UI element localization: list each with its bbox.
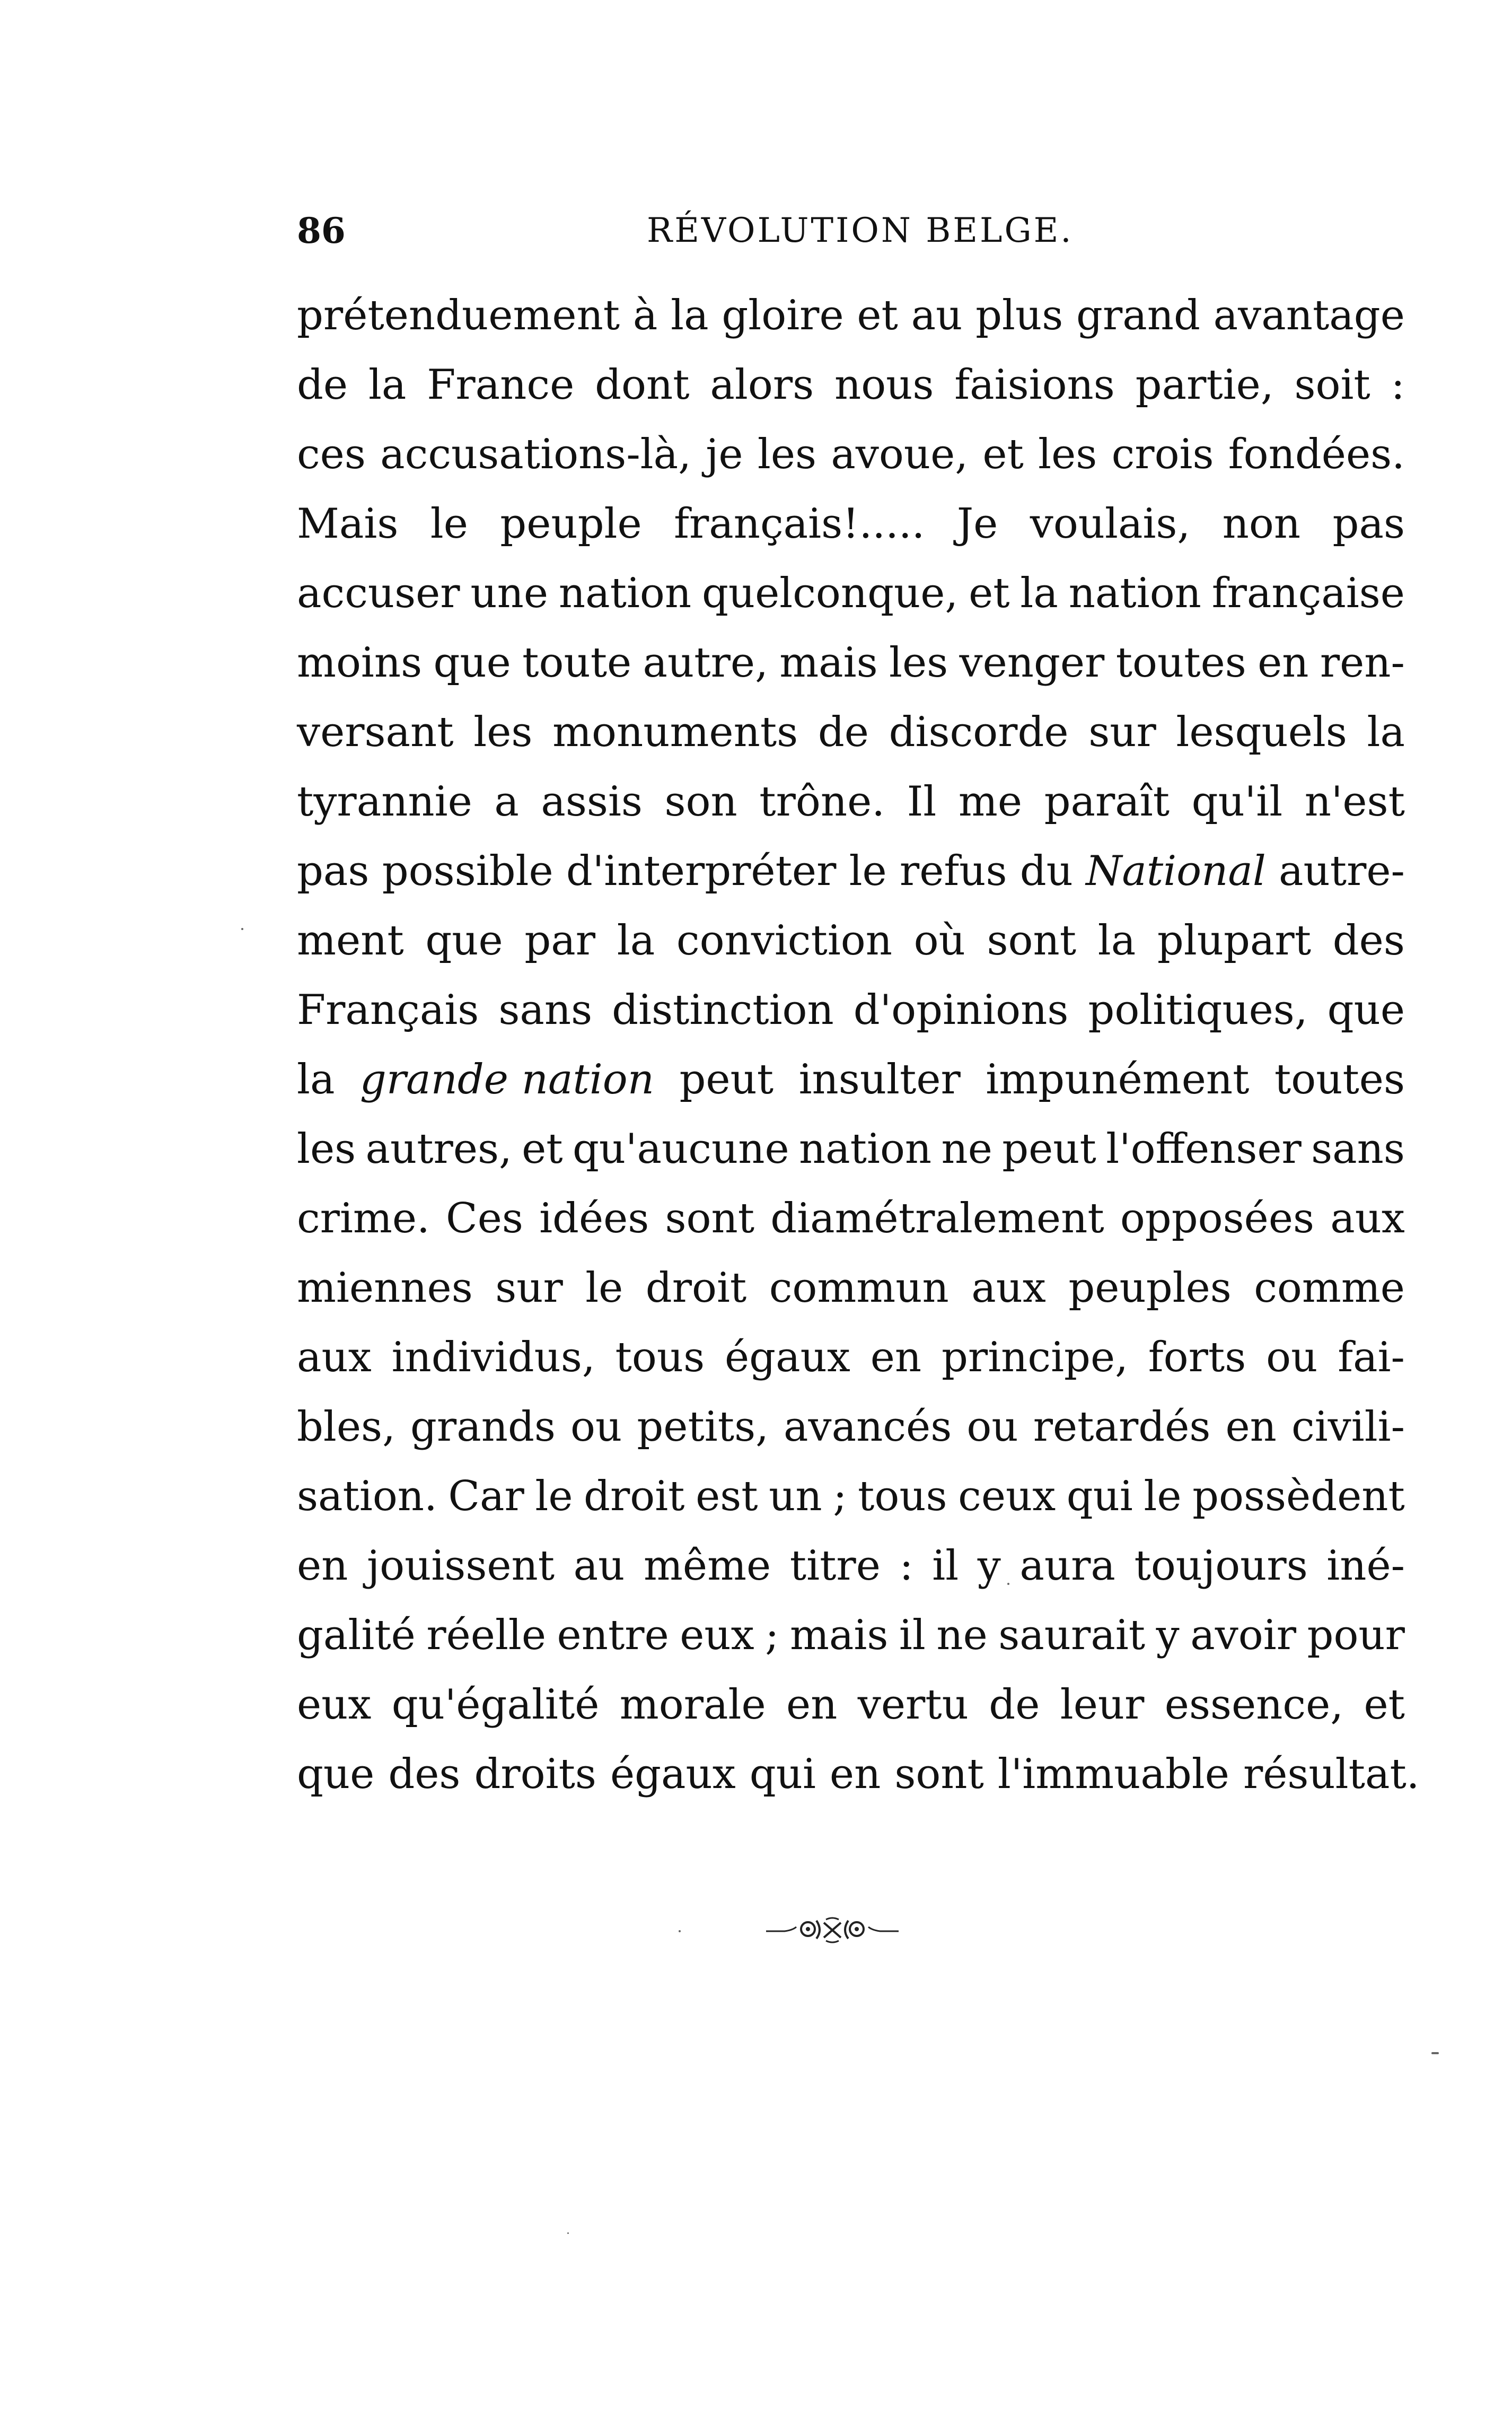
word: Français (297, 986, 479, 1034)
word: toujours (1134, 1542, 1308, 1590)
word: avantage (1213, 292, 1405, 339)
word: voulais, (1030, 500, 1191, 548)
word: je (706, 431, 743, 478)
word: conviction (676, 917, 892, 965)
word: une (470, 569, 549, 617)
text-line (297, 1462, 1405, 1531)
word: la (617, 917, 655, 965)
word: opposées (1120, 1195, 1315, 1242)
word: plus (975, 292, 1063, 339)
word: de (989, 1681, 1040, 1729)
word: monuments (552, 708, 798, 756)
word: qui (749, 1750, 816, 1798)
word: la (671, 292, 709, 339)
word: est (696, 1473, 758, 1520)
word: autres, (365, 1125, 512, 1173)
word: gloire (722, 292, 844, 339)
word: fondées. (1228, 431, 1405, 478)
word: le (1144, 1473, 1182, 1520)
text-line (297, 1601, 1405, 1670)
word: alors (710, 361, 814, 409)
word: d'interpréter (566, 847, 837, 895)
word: à (632, 292, 658, 339)
word: pas (297, 847, 370, 895)
page-number: 86 (297, 210, 346, 251)
word: qu'égalité (391, 1681, 600, 1729)
word: pas (1332, 500, 1405, 548)
word: les (1038, 431, 1097, 478)
word: tous (615, 1334, 705, 1381)
word: fai- (1338, 1334, 1405, 1381)
word: accuser (297, 569, 460, 617)
body-text (297, 281, 1420, 1809)
word: non (1222, 500, 1301, 548)
word: ou (1266, 1334, 1318, 1381)
word: pour (1307, 1611, 1405, 1659)
word: sont (665, 1195, 755, 1242)
word: quelconque, (701, 569, 959, 617)
word: saurait (998, 1611, 1146, 1659)
text-line (297, 976, 1405, 1045)
word: égaux (610, 1750, 736, 1798)
word: droit (645, 1264, 747, 1312)
word: avoir (1190, 1611, 1296, 1659)
text-line (297, 559, 1405, 628)
word: les (473, 708, 533, 756)
text-line (297, 1670, 1405, 1740)
word: forts (1148, 1334, 1246, 1381)
word: ren- (1320, 639, 1405, 687)
word: assis (541, 778, 643, 826)
word: jouissent (366, 1542, 555, 1590)
word: eux (297, 1681, 372, 1729)
word: crois (1111, 431, 1214, 478)
word: Il (907, 778, 937, 826)
paper-speck (679, 1930, 681, 1932)
word: ; (833, 1473, 847, 1520)
word: sont (894, 1750, 984, 1798)
fleuron-ornament-icon (763, 1914, 901, 1946)
word: la (1020, 569, 1058, 617)
word: ou (966, 1403, 1018, 1451)
word: en (829, 1750, 881, 1798)
word: un (769, 1473, 822, 1520)
paper-speck (241, 928, 243, 930)
text-line (297, 1323, 1405, 1392)
word: aux (297, 1334, 372, 1381)
word: le (585, 1264, 623, 1312)
running-title: RÉVOLUTION BELGE. (647, 211, 1074, 250)
word: du (1019, 847, 1073, 895)
word: et (857, 292, 898, 339)
word: partie, (1135, 361, 1274, 409)
word: droit (584, 1473, 685, 1520)
word: discorde (889, 708, 1069, 756)
word: soit (1294, 361, 1370, 409)
text-line (297, 906, 1405, 976)
word: mais (789, 1611, 889, 1659)
word: français!..... (674, 500, 925, 548)
word: grand (1076, 292, 1200, 339)
text-line (297, 1184, 1405, 1254)
word: versant (297, 708, 454, 756)
word: en (1225, 1403, 1277, 1451)
word: égaux (725, 1334, 850, 1381)
word: nous (834, 361, 934, 409)
word: nation (1068, 569, 1201, 617)
text-line (297, 1045, 1405, 1115)
word: ou (570, 1403, 622, 1451)
word: et (982, 431, 1024, 478)
word: individus, (391, 1334, 595, 1381)
word: en (1258, 639, 1309, 687)
word: distinction (612, 986, 834, 1034)
word: en (297, 1542, 348, 1590)
word: titre (789, 1542, 881, 1590)
word: toutes (1115, 639, 1246, 687)
word: comme (1254, 1264, 1405, 1312)
word: avancés (784, 1403, 952, 1451)
word: que (1327, 986, 1405, 1034)
word: ne (936, 1611, 988, 1659)
word: de (297, 361, 348, 409)
word: vertu (857, 1681, 969, 1729)
word: commun (769, 1264, 949, 1312)
word: sans (498, 986, 593, 1034)
word: lesquels (1176, 708, 1347, 756)
word: toute (522, 639, 632, 687)
word: au (911, 292, 963, 339)
word: petits, (637, 1403, 769, 1451)
word: en (786, 1681, 838, 1729)
paper-speck (1007, 1583, 1009, 1585)
word: Je (956, 500, 998, 548)
word: grands (410, 1403, 556, 1451)
text-line (297, 420, 1405, 489)
word: que (297, 1750, 375, 1798)
word: accusations-là, (380, 431, 691, 478)
word: impunément (986, 1056, 1250, 1103)
word: ceux (958, 1473, 1056, 1520)
word: crime. (297, 1195, 430, 1242)
word: : (899, 1542, 913, 1590)
word: dont (595, 361, 690, 409)
word: miennes (297, 1264, 473, 1312)
text-line (297, 837, 1405, 906)
word: et (522, 1125, 563, 1173)
word: par (524, 917, 596, 965)
word: des (388, 1750, 461, 1798)
text-line (297, 767, 1405, 837)
word: réelle (426, 1611, 547, 1659)
word: il (932, 1542, 959, 1590)
word: civili- (1291, 1403, 1405, 1451)
text-line (297, 489, 1405, 559)
word: venger (959, 639, 1105, 687)
word: retardés (1033, 1403, 1211, 1451)
word: insulter (798, 1056, 961, 1103)
word: idées (539, 1195, 649, 1242)
italic-word: National (1086, 847, 1266, 895)
text-line (297, 1392, 1405, 1462)
paper-speck (1431, 2052, 1439, 2054)
word: peut (1002, 1125, 1096, 1173)
word: entre (557, 1611, 669, 1659)
word: eux (680, 1611, 754, 1659)
word: morale (619, 1681, 766, 1729)
italic-word: grande nation (359, 1056, 654, 1103)
word: tyrannie (297, 778, 472, 826)
word: l'offenser (1106, 1125, 1302, 1173)
word: même (643, 1542, 771, 1590)
word: française (1211, 569, 1405, 617)
word: les (889, 639, 948, 687)
paper-speck (567, 2232, 569, 2234)
word: et (969, 569, 1010, 617)
word: faisions (954, 361, 1115, 409)
text-line (297, 1740, 1420, 1809)
word: peuples (1068, 1264, 1232, 1312)
word: France (427, 361, 575, 409)
word: y (1156, 1611, 1180, 1659)
word: paraît (1044, 778, 1170, 826)
word: où (913, 917, 965, 965)
word: résultat. (1243, 1750, 1420, 1798)
text-line (297, 281, 1405, 350)
word: : (1391, 361, 1405, 409)
word: de (817, 708, 869, 756)
text-line (297, 1531, 1405, 1601)
word: il (899, 1611, 926, 1659)
word: possible (382, 847, 553, 895)
word: sur (1088, 708, 1156, 756)
word: prétenduement (297, 292, 620, 339)
word: que (425, 917, 503, 965)
word: moins (297, 639, 423, 687)
word: sont (987, 917, 1077, 965)
word: et (1364, 1681, 1405, 1729)
word: principe, (941, 1334, 1128, 1381)
word: aura (1019, 1542, 1115, 1590)
word: sans (1311, 1125, 1405, 1173)
word: toutes (1274, 1056, 1405, 1103)
text-line (297, 628, 1405, 698)
word: peuple (500, 500, 642, 548)
word: leur (1060, 1681, 1145, 1729)
word: Car (448, 1473, 524, 1520)
word: le (430, 500, 468, 548)
word: en (870, 1334, 922, 1381)
word: la (1097, 917, 1136, 965)
word: ces (297, 431, 366, 478)
word: aux (971, 1264, 1046, 1312)
word: sur (495, 1264, 563, 1312)
word: n'est (1304, 778, 1405, 826)
word: d'opinions (853, 986, 1069, 1034)
word: Ces (446, 1195, 523, 1242)
word: aux (1330, 1195, 1405, 1242)
word: possèdent (1192, 1473, 1405, 1520)
word: ; (765, 1611, 779, 1659)
word: droits (474, 1750, 596, 1798)
page-header (297, 204, 1074, 257)
word: la (368, 361, 407, 409)
word: qui (1066, 1473, 1133, 1520)
word: y (977, 1542, 1001, 1590)
word: la (1367, 708, 1405, 756)
word: a (494, 778, 519, 826)
word: ment (297, 917, 404, 965)
word: l'immuable (997, 1750, 1229, 1798)
word: ne (941, 1125, 992, 1173)
word: les (297, 1125, 356, 1173)
text-line (297, 698, 1405, 767)
word: au (573, 1542, 625, 1590)
word: autre- (1279, 847, 1405, 895)
text-line (297, 1254, 1405, 1323)
word: le (535, 1473, 573, 1520)
word: tous (858, 1473, 947, 1520)
word: peut (679, 1056, 774, 1103)
text-line (297, 350, 1405, 420)
word: sation. (297, 1473, 437, 1520)
word: des (1332, 917, 1405, 965)
word: diamétralement (770, 1195, 1104, 1242)
word: bles, (297, 1403, 395, 1451)
word: la (297, 1056, 335, 1103)
word: nation (558, 569, 692, 617)
word: trône. (759, 778, 885, 826)
word: essence, (1164, 1681, 1344, 1729)
word: mais (779, 639, 878, 687)
word: galité (297, 1611, 416, 1659)
word: plupart (1157, 917, 1312, 965)
word: qu'aucune (572, 1125, 789, 1173)
word: Mais (297, 500, 399, 548)
text-line (297, 1115, 1405, 1184)
word: avoue, (831, 431, 969, 478)
word: nation (798, 1125, 932, 1173)
word: le (849, 847, 887, 895)
word: les (757, 431, 817, 478)
word: qu'il (1191, 778, 1283, 826)
word: refus (899, 847, 1007, 895)
word: que (433, 639, 511, 687)
word: iné- (1326, 1542, 1405, 1590)
word: me (958, 778, 1023, 826)
word: politiques, (1088, 986, 1308, 1034)
word: son (664, 778, 737, 826)
word: autre, (643, 639, 768, 687)
